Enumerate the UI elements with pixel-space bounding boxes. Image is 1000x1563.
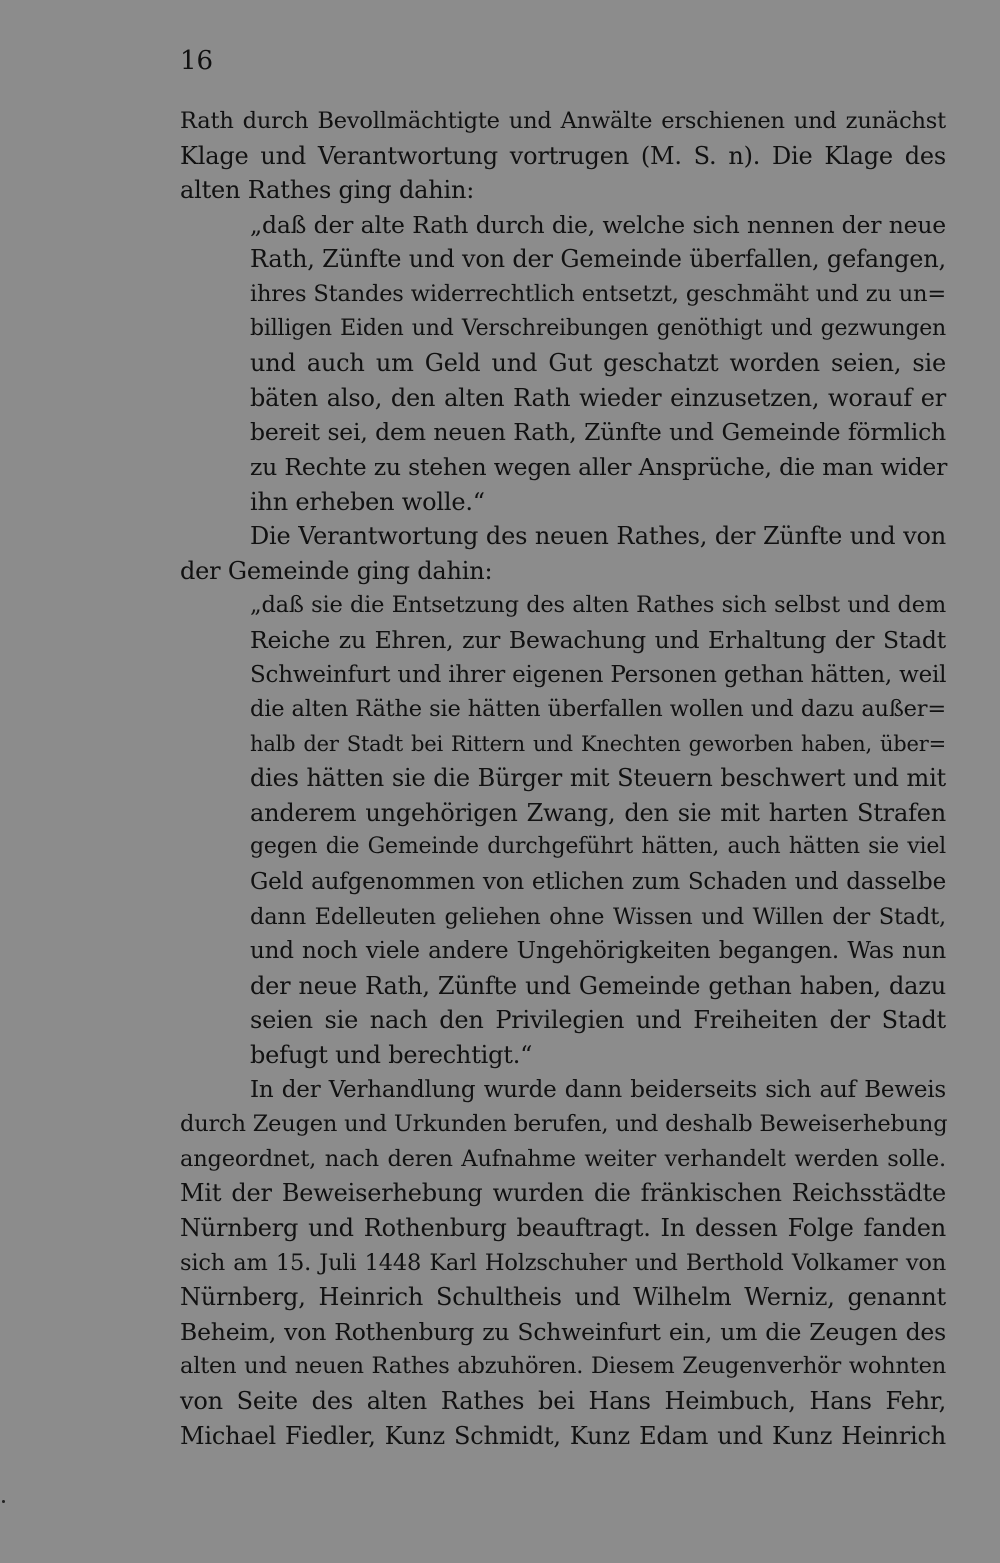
text-line: gegen die Gemeinde durchgeführt hätten, auch hätten sie viel — [250, 834, 946, 860]
text-line: angeordnet, nach deren Aufnahme weiter verhandelt werden solle. — [180, 1145, 946, 1172]
text-line: alten Rathes ging dahin: — [180, 176, 475, 205]
text-line: bereit sei, dem neuen Rath, Zünfte und Gemeinde förmlich — [250, 418, 946, 447]
text-line: und noch viele andere Ungehörigkeiten begangen. Was nun — [250, 938, 946, 965]
text-line: von Seite des alten Rathes bei Hans Heimbuch, Hans Fehr, — [180, 1386, 946, 1415]
text-line: dann Edelleuten geliehen ohne Wissen und Willen der Stadt, — [250, 903, 946, 930]
text-line: sich am 15. Juli 1448 Karl Holzschuher und Berthold Volkamer von — [180, 1249, 946, 1276]
text-line: Klage und Verantwortung vortrugen (M. S. n). Die Klage des — [180, 141, 946, 170]
text-line: alten und neuen Rathes abzuhören. Diesem Zeugenverhör wohnten — [180, 1353, 946, 1380]
text-line: der neue Rath, Zünfte und Gemeinde gethan haben, dazu — [250, 971, 946, 1000]
text-line: „daß der alte Rath durch die, welche sich nennen der neue — [250, 210, 946, 239]
text-line: die alten Räthe sie hätten überfallen wollen und dazu außer= — [250, 696, 946, 723]
text-line: billigen Eiden und Verschreibungen genöthigt und gezwungen — [250, 315, 946, 341]
text-line: Geld aufgenommen von etlichen zum Schaden und dasselbe — [250, 869, 946, 896]
text-line: seien sie nach den Privilegien und Freiheiten der Stadt — [250, 1006, 946, 1035]
text-line: Beheim, von Rothenburg zu Schweinfurt ein, um die Zeugen des — [180, 1317, 946, 1346]
text-line: Nürnberg und Rothenburg beauftragt. In dessen Folge fanden — [180, 1214, 946, 1242]
text-line: der Gemeinde ging dahin: — [180, 556, 493, 585]
text-line: halb der Stadt bei Rittern und Knechten geworben haben, über= — [250, 731, 946, 756]
text-line: Rath, Zünfte und von der Gemeinde überfallen, gefangen, — [250, 245, 946, 274]
text-line: durch Zeugen und Urkunden berufen, und deshalb Beweiserhebung — [180, 1111, 948, 1138]
text-line: Die Verantwortung des neuen Rathes, der Zünfte und von — [250, 522, 946, 551]
text-line: Nürnberg, Heinrich Schultheis und Wilhelm Werniz, genannt — [180, 1283, 946, 1312]
page-number: 16 — [180, 46, 214, 76]
body-text — [180, 104, 946, 1453]
text-line: bäten also, den alten Rath wieder einzusetzen, worauf er — [250, 383, 946, 412]
text-line: anderem ungehörigen Zwang, den sie mit harten Strafen — [250, 798, 946, 827]
text-line: In der Verhandlung wurde dann beiderseits sich auf Beweis — [250, 1076, 946, 1103]
text-line: Michael Fiedler, Kunz Schmidt, Kunz Edam und Kunz Heinrich — [180, 1421, 946, 1450]
text-line: Reiche zu Ehren, zur Bewachung und Erhaltung der Stadt — [250, 625, 946, 654]
text-line: befugt und berechtigt.“ — [250, 1041, 533, 1070]
text-line: ihn erheben wolle.“ — [250, 487, 485, 516]
text-line: ihres Standes widerrechtlich entsetzt, geschmäht und zu un= — [250, 280, 946, 307]
text-line: Schweinfurt und ihrer eigenen Personen gethan hätten, weil — [250, 661, 947, 688]
text-line: und auch um Geld und Gut geschatzt worden seien, sie — [250, 349, 946, 378]
text-line: „daß sie die Entsetzung des alten Rathes sich selbst und dem — [250, 592, 946, 619]
scan-speck — [2, 1500, 5, 1503]
text-line: Rath durch Bevollmächtigte und Anwälte erschienen und zunächst — [180, 108, 946, 134]
text-line: dies hätten sie die Bürger mit Steuern beschwert und mit — [250, 764, 946, 793]
text-line: zu Rechte zu stehen wegen aller Ansprüche, die man wider — [250, 452, 948, 481]
text-line: Mit der Beweiserhebung wurden die fränkischen Reichsstädte — [180, 1179, 946, 1208]
